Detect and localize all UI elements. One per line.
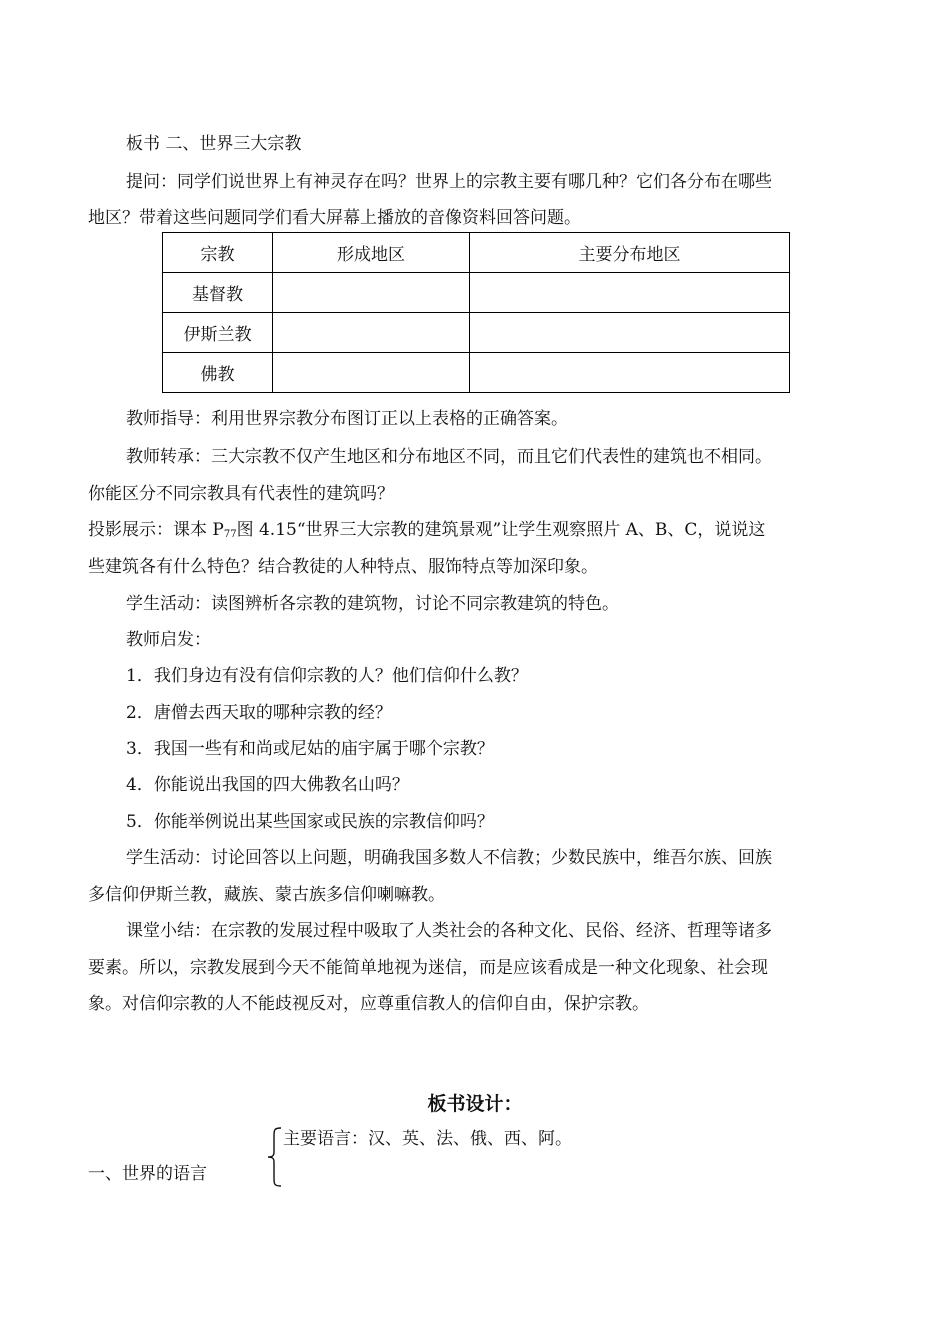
table-row (163, 353, 790, 393)
question-item: 1．我们身边有没有信仰宗教的人？他们信仰什么教？ (126, 666, 528, 686)
student-activity-1: 学生活动：读图辨析各宗教的建筑物，讨论不同宗教建筑的特色。 (126, 594, 619, 614)
table-header-cell: 宗教 (163, 233, 273, 273)
projection-suffix: 图 4.15“世界三大宗教的建筑景观”让学生观察照片 A、B、C，说说这 (236, 520, 766, 540)
religion-table (162, 232, 790, 393)
teacher-inspire: 教师启发： (126, 630, 211, 650)
origin-cell (273, 273, 470, 313)
projection-line-1 (88, 518, 765, 547)
projection-page-number: 77 (223, 529, 237, 540)
projection-line-2: 些建筑各有什么特色？结合教徒的人种特点、服饰特点等加深印象。 (88, 557, 598, 577)
teacher-transition-line-2: 你能区分不同宗教具有代表性的建筑吗？ (88, 484, 394, 504)
student-activity-2-line-2: 多信仰伊斯兰教，藏族、蒙古族多信仰喇嘛教。 (88, 885, 445, 905)
question-item: 3．我国一些有和尚或尼姑的庙宇属于哪个宗教？ (126, 739, 494, 759)
religion-name: 伊斯兰教 (163, 313, 273, 353)
origin-cell (273, 353, 470, 393)
question-item: 2．唐僧去西天取的哪种宗教的经？ (126, 703, 392, 723)
religion-name: 基督教 (163, 273, 273, 313)
curly-brace-icon (265, 1126, 283, 1188)
board-design-languages: 主要语言：汉、英、法、俄、西、阿。 (283, 1129, 572, 1149)
board-section-title: 板书 二、世界三大宗教 (126, 134, 302, 154)
question-line-2: 地区？带着这些问题同学们看大屏幕上播放的音像资料回答问题。 (88, 208, 581, 228)
religion-name: 佛教 (163, 353, 273, 393)
board-design-section-label: 一、世界的语言 (88, 1164, 207, 1184)
teacher-transition-line-1: 教师转承：三大宗教不仅产生地区和分布地区不同，而且它们代表性的建筑也不相同。 (126, 447, 772, 467)
table-header-cell: 形成地区 (273, 233, 470, 273)
table-header-cell: 主要分布地区 (470, 233, 790, 273)
summary-line-3: 象。对信仰宗教的人不能歧视反对，应尊重信教人的信仰自由，保护宗教。 (88, 994, 649, 1014)
summary-line-2: 要素。所以，宗教发展到今天不能简单地视为迷信，而是应该看成是一种文化现象、社会现 (88, 958, 768, 978)
student-activity-2-line-1: 学生活动：讨论回答以上问题，明确我国多数人不信教；少数民族中，维吾尔族、回族 (126, 848, 772, 868)
projection-prefix: 投影展示：课本 P (88, 520, 224, 540)
table-header-row (163, 233, 790, 273)
board-design-heading: 板书设计： (427, 1093, 523, 1115)
distribution-cell (470, 273, 790, 313)
question-line-1: 提问：同学们说世界上有神灵存在吗？世界上的宗教主要有哪几种？它们各分布在哪些 (126, 172, 772, 192)
distribution-cell (470, 313, 790, 353)
origin-cell (273, 313, 470, 353)
summary-line-1: 课堂小结：在宗教的发展过程中吸取了人类社会的各种文化、民俗、经济、哲理等诸多 (126, 921, 772, 941)
question-item: 4．你能说出我国的四大佛教名山吗？ (126, 775, 409, 795)
teacher-guide: 教师指导：利用世界宗教分布图订正以上表格的正确答案。 (126, 409, 568, 429)
question-item: 5．你能举例说出某些国家或民族的宗教信仰吗？ (126, 812, 494, 832)
distribution-cell (470, 353, 790, 393)
table-row (163, 313, 790, 353)
table-row (163, 273, 790, 313)
